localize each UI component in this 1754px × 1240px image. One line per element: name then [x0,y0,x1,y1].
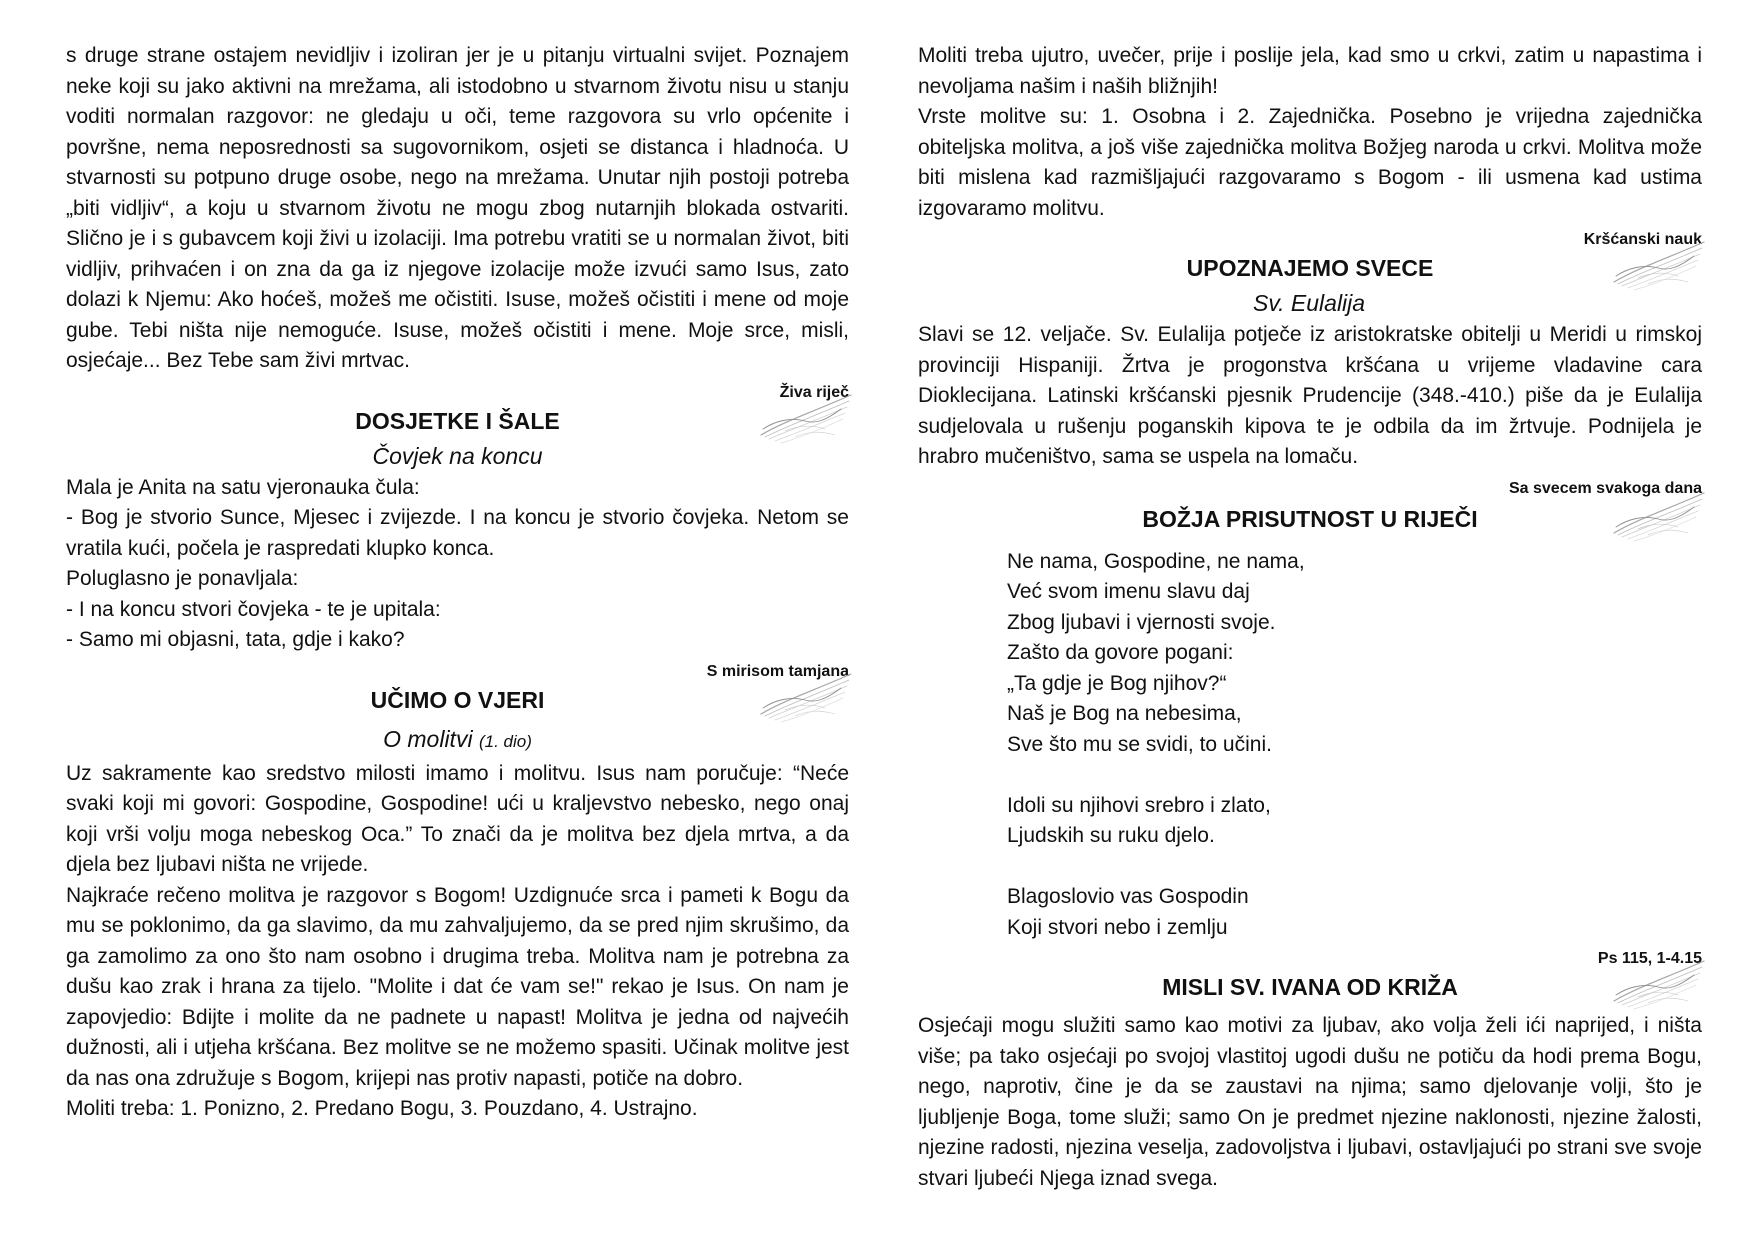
faith-title: UČIMO O VJERI [370,686,545,713]
intro-source: Živa riječ [779,383,849,401]
faith-subtitle: O molitvi [383,725,473,752]
feather-icon [755,670,855,726]
saints-source: Sa svecem svakoga dana [1508,479,1702,497]
word-heading-wrap [918,501,1702,537]
right-column [918,41,1702,1194]
faith-heading-wrap [66,682,849,718]
feather-icon [755,391,855,447]
prayer-continuation-2: Vrste molitve su: 1. Osobna i 2. Zajednička. Posebno je vrijedna zajednička obiteljska molitva, a još više zajednička molitva Božjeg naroda u crkvi. Molitva može biti mislena kad razmišljajući razgovaramo s Bogom - ili usmena kad ustima izgovaramo molitvu. [918,105,1702,220]
poem-line: Već svom imenu slavu daj [1007,580,1250,603]
saints-heading-wrap [918,250,1702,286]
feather-icon [1608,489,1708,545]
john-paragraph: Osjećaji mogu služiti samo kao motivi za ljubav, ako volja želi ići naprijed, i ništa više; pa tako osjećaji po svojoj vlastitoj ugodi dušu ne potiču da hodi prema Bogu, nego, naprotiv, čine je da se zaustavi na njima; samo djelovanje volji, što je ljubljenje Boga, tome služi; samo On je predmet njezine naklonosti, njezine žalosti, njezine radosti, njezina veselja, zadovoljstva i ljubavi, ostavljajući po strani sve svoje stvari ljubeći Njega iznad svega. [918,1014,1702,1190]
faith-paragraph-1: Uz sakramente kao sredstvo milosti imamo i molitvu. Isus nam poručuje: “Neće svaki koji mi govori: Gospodine, Gospodine! ući u kraljevstvo nebesko, nego onaj koji vrši volju moga nebeskog Oca.” To znači da je molitva bez djela mrtva, a da djela bez ljubavi ništa ne vrijede. [66,761,849,876]
poem-line: Koji stvori nebo i zemlju [1007,915,1228,939]
psalm-source: Ps 115, 1-4.15 [1597,950,1702,967]
poem-line: Blagoslovio vas Gospodin [1007,885,1249,908]
jokes-line: Mala je Anita na satu vjeronauka čula: [66,475,420,499]
poem-line: Ne nama, Gospodine, ne nama, [1007,549,1305,573]
poem-line: Zašto da govore pogani: [1007,641,1234,664]
jokes-line: - I na koncu stvori čovjeka - te je upitala: [66,597,441,621]
poem-line: Zbog ljubavi i vjernosti svoje. [1007,610,1276,634]
saints-title: UPOZNAJEMO SVECE [1186,255,1434,281]
left-column [66,41,849,1125]
faith-paragraph-3: Moliti treba: 1. Ponizno, 2. Predano Bogu, 3. Pouzdano, 4. Ustrajno. [66,1097,698,1120]
stanza-gap [1007,760,1702,791]
faith-subtitle-line [66,722,849,759]
prayer-continuation-1: Moliti treba ujutro, uvečer, prije i poslije jela, kad smo u crkvi, zatim u napastima i nevoljama našim i naših bližnjih! [918,44,1702,98]
jokes-heading-wrap [66,403,849,439]
stanza-gap [1007,852,1702,883]
psalm-poem [1007,547,1702,944]
poem-line: Sve što mu se svidi, to učini. [1007,732,1272,756]
saints-subtitle: Sv. Eulalija [1253,290,1366,316]
poem-line: Ljudskih su ruku djelo. [1007,824,1215,847]
jokes-subtitle: Čovjek na koncu [372,442,543,469]
intro-paragraph: s druge strane ostajem nevidljiv i izoliran jer je u pitanju virtualni svijet. Poznajem neke koji su jako aktivni na mrežama, ali istodobno u stvarnom životu nisu u stanju voditi normalan razgovor: ne gledaju u oči, teme razgovora su vrlo općenite i površne, nema neposrednosti sa sugovornikom, osjeti se distanca i hladnoća. U stvarnosti su potpuno druge osobe, nego na mrežama. Unutar njih postoji potreba „biti vidljiv“, a koju u stvarnom životu ne mogu zbog nutarnjih blokada ostvariti. Slično je i s gubavcem koji živi u izolaciji. Ima potrebu vratiti se u normalan život, biti vidljiv, prihvaćen i on zna da ga iz njegove izolacije može izvući samo Isus, zato dolazi k Njemu: Ako hoćeš, možeš me očistiti. Isuse, možeš očistiti i mene od moje gube. Tebi ništa nije nemoguće. Isuse, možeš očistiti i mene. Moje srce, misli, osjećaje... Bez Tebe sam živi mrtvac. [66,44,849,372]
feather-icon [1608,957,1708,1013]
poem-line: Idoli su njihovi srebro i zlato, [1007,793,1271,817]
john-heading-wrap [918,969,1702,1005]
prayer-source: Kršćanski nauk [1583,231,1702,248]
poem-line: „Ta gdje je Bog njihov?“ [1007,671,1227,695]
faith-subtitle-part: (1. dio) [478,731,532,751]
word-title: BOŽJA PRISUTNOST U RIJEČI [1142,505,1478,532]
feather-icon [1608,238,1708,294]
faith-paragraph-2: Najkraće rečeno molitva je razgovor s Bogom! Uzdignuće srca i pameti k Bogu da mu se poklonimo, da ga slavimo, da mu zahvaljujemo, da se pred njim skrušimo, da ga zamolimo za ono što nam osobno i drugima treba. Molitva nam je potrebna za dušu kao zrak i hrana za tijelo. "Molite i dat će vam se!" rekao je Isus. On nam je zapovjedio: Bdijte i molite da ne padnete u napast! Molitva je jedna od najvećih dužnosti, ali i utjeha kršćana. Bez molitve se ne možemo spasiti. Učinak molitve jest da nas ona združuje s Bogom, krijepi nas protiv napasti, potiče na dobro. [66,883,849,1090]
jokes-line: - Samo mi objasni, tata, gdje i kako? [66,628,405,651]
jokes-line: Poluglasno je ponavljala: [66,567,299,590]
saints-paragraph: Slavi se 12. veljače. Sv. Eulalija potječe iz aristokratske obitelji u Meridi u rimskoj provinciji Hispaniji. Žrtva je progonstva kršćana u vrijeme vladavine cara Dioklecijana. Latinski kršćanski pjesnik Prudencije (348.-410.) piše da je Eulalija sudjelovala u rušenju poganskih kipova te je odbila da im žrtvuje. Podnijela je hrabro mučeništvo, sama se uspela na lomaču. [918,323,1702,468]
john-title: MISLI SV. IVANA OD KRIŽA [1162,974,1458,1000]
jokes-title: DOSJETKE I ŠALE [355,407,560,434]
jokes-line: - Bog je stvorio Sunce, Mjesec i zvijezde. I na koncu je stvorio čovjeka. Netom se vratila kući, počela je raspredati klupko konca. [66,506,849,560]
jokes-source: S mirisom tamjana [706,662,849,680]
poem-line: Naš je Bog na nebesima, [1007,702,1242,725]
